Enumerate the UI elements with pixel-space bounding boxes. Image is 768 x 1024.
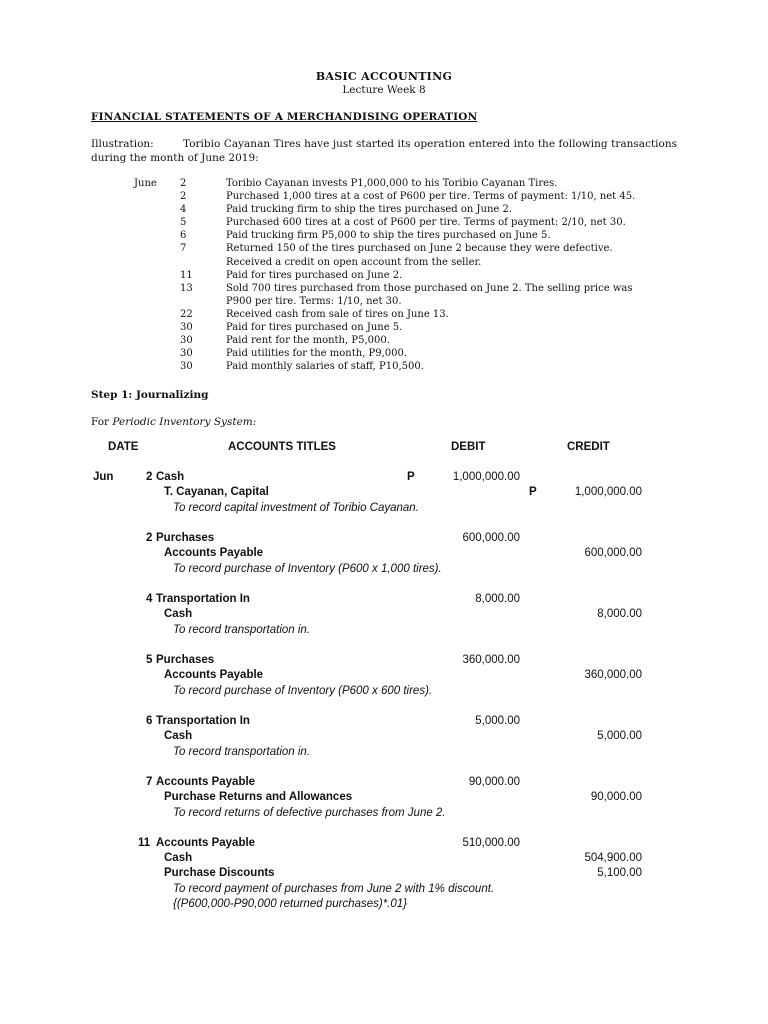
section-heading: FINANCIAL STATEMENTS OF A MERCHANDISING OPERATION: [91, 111, 478, 123]
entry-debit-account: Transportation In: [156, 715, 250, 727]
transaction-day: 11: [180, 269, 193, 281]
transaction-text: Paid utilities for the month, P9,000.: [226, 348, 408, 360]
entry-credit-amount: 5,000.00: [597, 730, 642, 742]
entry-note: To record transportation in.: [173, 624, 311, 636]
entry-credit-account: Cash: [164, 608, 193, 620]
entry-debit-amount: 360,000.00: [462, 654, 520, 666]
transaction-day: 30: [180, 361, 193, 373]
illustration-paragraph: [91, 138, 677, 165]
entry-credit-amount: 90,000.00: [590, 791, 642, 803]
transaction-text: Paid for tires purchased on June 2.: [226, 269, 403, 281]
entry-credit-account: Purchase Discounts: [164, 867, 275, 879]
transaction-month: June: [134, 178, 157, 189]
entry-date: 4: [146, 593, 153, 605]
system-prefix: For: [91, 416, 113, 428]
transaction-text: Paid for tires purchased on June 5.: [226, 322, 403, 334]
entry-note: {(P600,000-P90,000 returned purchases)*.01}: [173, 898, 407, 910]
inventory-system-label: [91, 416, 256, 428]
document-title: BASIC ACCOUNTING: [315, 70, 453, 83]
transaction-day: 13: [180, 282, 193, 294]
transaction-text: Paid trucking firm to ship the tires purchased on June 2.: [226, 204, 513, 216]
entry-credit-account: Accounts Payable: [164, 669, 264, 681]
entry-note: To record purchase of Inventory (P600 x 1,000 tires).: [173, 563, 442, 575]
transaction-text: Paid monthly salaries of staff, P10,500.: [226, 361, 424, 373]
entry-debit-account: Purchases: [156, 532, 215, 544]
step-heading: Step 1: Journalizing: [91, 389, 209, 401]
entry-credit-account: Accounts Payable: [164, 547, 264, 559]
entry-debit-amount: 8,000.00: [475, 593, 520, 605]
journal-month: Jun: [93, 471, 114, 483]
entry-credit-amount: 5,100.00: [597, 867, 642, 879]
header-credit: CREDIT: [567, 441, 610, 453]
entry-debit-amount: 5,000.00: [475, 715, 520, 727]
transaction-text: Toribio Cayanan invests P1,000,000 to his Toribio Cayanan Tires.: [226, 178, 558, 189]
entry-debit-account: Accounts Payable: [156, 776, 256, 788]
transaction-text: Sold 700 tires purchased from those purchased on June 2. The selling price was: [226, 282, 633, 294]
entry-credit-account: Purchase Returns and Allowances: [164, 791, 353, 803]
transaction-day: 7: [180, 243, 187, 255]
transaction-day: 4: [180, 204, 187, 216]
transaction-day: 6: [180, 230, 187, 242]
entry-credit-account: Cash: [164, 730, 193, 742]
transaction-day: 22: [180, 308, 193, 320]
peso-sign: P: [407, 471, 415, 483]
entry-credit-amount: 504,900.00: [584, 852, 642, 864]
entry-date: 2: [146, 471, 153, 483]
header-date: DATE: [108, 441, 139, 453]
transaction-text: Received a credit on open account from the seller.: [226, 256, 482, 268]
entry-date: 11: [138, 837, 151, 849]
transaction-day: 30: [180, 348, 193, 360]
entry-debit-amount: 1,000,000.00: [452, 471, 520, 483]
entry-credit-amount: 360,000.00: [584, 669, 642, 681]
transaction-text: Paid trucking firm P5,000 to ship the tires purchased on June 5.: [226, 230, 551, 242]
entry-date: 2: [146, 532, 153, 544]
entry-credit-amount: 600,000.00: [584, 547, 642, 559]
entry-credit-amount: 8,000.00: [597, 608, 642, 620]
header-debit: DEBIT: [451, 441, 486, 453]
transaction-day: 2: [180, 178, 187, 189]
entry-credit-account: T. Cayanan, Capital: [164, 486, 269, 498]
entry-debit-account: Accounts Payable: [156, 837, 256, 849]
transaction-day: 5: [180, 217, 187, 229]
transaction-text: Purchased 1,000 tires at a cost of P600 per tire. Terms of payment: 1/10, net 45.: [226, 191, 636, 203]
transaction-text: Purchased 600 tires at a cost of P600 per tire. Terms of payment: 2/10, net 30.: [226, 217, 626, 229]
peso-sign: P: [529, 486, 537, 498]
entry-note: To record purchase of Inventory (P600 x 600 tires).: [173, 685, 433, 697]
entry-note: To record capital investment of Toribio Cayanan.: [173, 502, 419, 514]
entry-note: To record payment of purchases from June 2 with 1% discount.: [173, 883, 495, 895]
entry-date: 5: [146, 654, 153, 666]
system-name: Periodic Inventory System:: [112, 416, 257, 428]
illustration-text: Toribio Cayanan Tires have just started its operation entered into the following transactions during the month of June 2019:: [91, 138, 677, 164]
transaction-day: 30: [180, 322, 193, 334]
header-account-titles: ACCOUNTS TITLES: [228, 441, 336, 453]
entry-debit-account: Purchases: [156, 654, 215, 666]
entry-note: To record returns of defective purchases from June 2.: [173, 807, 446, 819]
entry-credit-amount: 1,000,000.00: [574, 486, 642, 498]
transaction-text: Received cash from sale of tires on June 13.: [226, 308, 449, 320]
entry-debit-amount: 510,000.00: [462, 837, 520, 849]
transaction-text: Returned 150 of the tires purchased on June 2 because they were defective.: [226, 243, 613, 255]
entry-debit-account: Cash: [156, 471, 185, 483]
transaction-text: Paid rent for the month, P5,000.: [226, 335, 390, 347]
entry-date: 6: [146, 715, 153, 727]
illustration-label: Illustration:: [91, 138, 154, 150]
entry-date: 7: [146, 776, 153, 788]
entry-debit-amount: 600,000.00: [462, 532, 520, 544]
document-subtitle: Lecture Week 8: [342, 84, 426, 96]
transaction-day: 2: [180, 191, 187, 203]
entry-debit-account: Transportation In: [156, 593, 250, 605]
entry-credit-account: Cash: [164, 852, 193, 864]
transaction-text: P900 per tire. Terms: 1/10, net 30.: [226, 295, 402, 307]
transaction-day: 30: [180, 335, 193, 347]
entry-note: To record transportation in.: [173, 746, 311, 758]
entry-debit-amount: 90,000.00: [468, 776, 520, 788]
